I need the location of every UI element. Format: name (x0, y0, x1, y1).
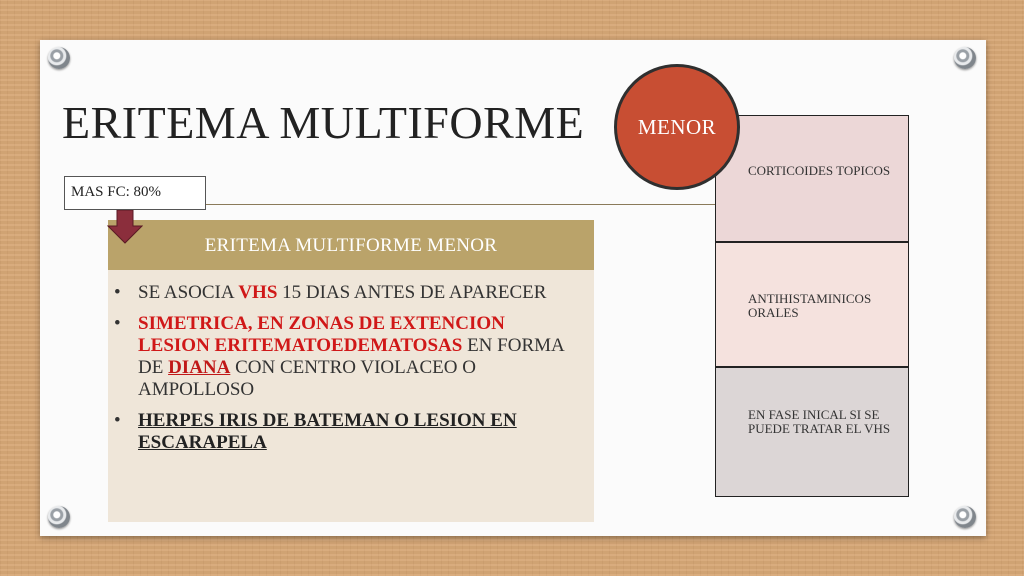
callout-box: MAS FC: 80% (64, 176, 206, 210)
bullet-item (138, 282, 574, 304)
bullet-text: CON CENTRO VIOLACEO O AMPOLLOSO (138, 357, 476, 400)
connector-line (205, 204, 715, 205)
bullet-list (108, 270, 594, 454)
bullet-item (138, 313, 574, 401)
highlight-diana: DIANA (168, 357, 231, 378)
content-card (108, 220, 594, 522)
panel-text: CORTICOIDES TOPICOS (748, 163, 891, 178)
treatment-panel-vhs (715, 367, 909, 497)
bullet-text: SE ASOCIA (138, 282, 239, 303)
pushpin-icon (954, 506, 976, 528)
treatment-panel-antihistaminicos (715, 242, 909, 367)
panel-text: ANTIHISTAMINICOS ORALES (748, 291, 872, 320)
bullet-text: 15 DIAS ANTES DE APARECER (277, 282, 547, 303)
pushpin-icon (48, 47, 70, 69)
treatment-panel-corticoides (715, 115, 909, 242)
card-header: ERITEMA MULTIFORME MENOR (108, 220, 594, 270)
down-arrow-icon (107, 210, 143, 244)
highlight-vhs: VHS (238, 282, 278, 303)
slide-title: ERITEMA MULTIFORME (62, 97, 585, 148)
pushpin-icon (954, 47, 976, 69)
bullet-text: HERPES IRIS DE BATEMAN O LESION EN ESCARAPELA (138, 410, 517, 453)
panel-text: EN FASE INICAL SI SE PUEDE TRATAR EL VHS (748, 407, 891, 436)
bullet-item (138, 410, 574, 454)
highlight-text: SIMETRICA, EN ZONAS DE EXTENCION LESION ERITEMATOEDEMATOSAS (138, 313, 505, 356)
menor-circle: MENOR (614, 64, 740, 190)
bullet-text: EN FORMA DE (138, 335, 564, 378)
pushpin-icon (48, 506, 70, 528)
